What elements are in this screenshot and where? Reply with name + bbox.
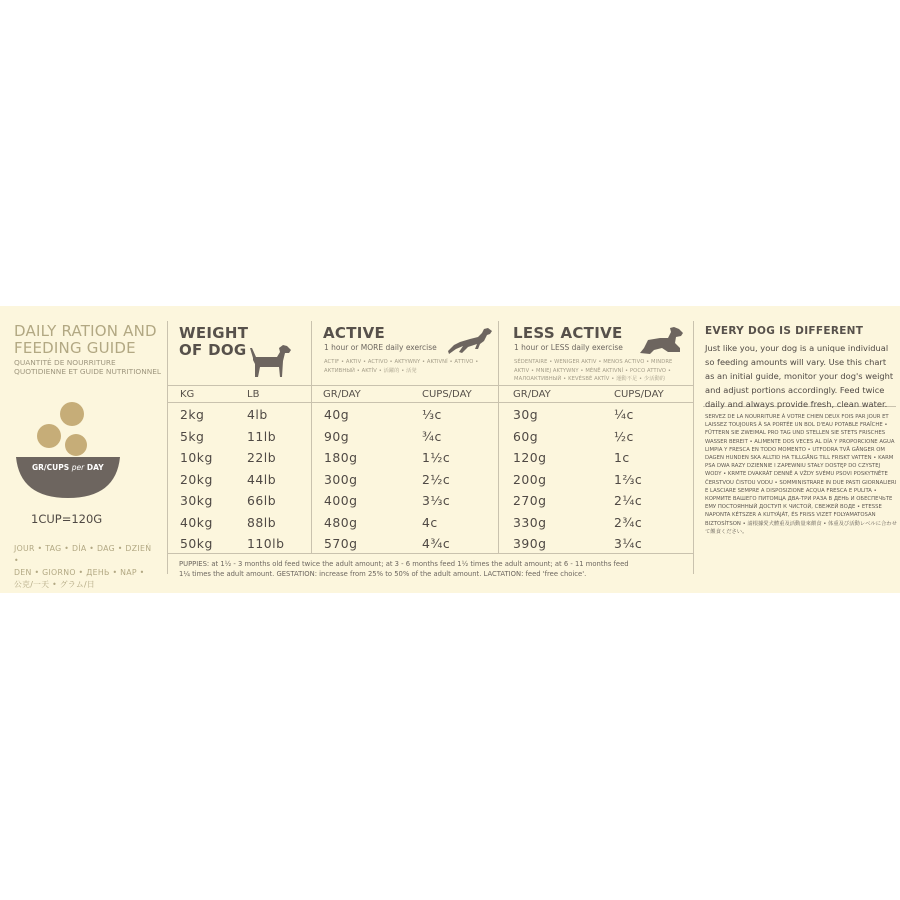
title-line-1: DAILY RATION AND	[14, 322, 157, 340]
subtitle-line-2: QUOTIDIENNE ET GUIDE NUTRITIONNEL	[14, 367, 162, 376]
lying-dog-icon	[638, 326, 684, 356]
translation-line: AKTIV • MNIEJ AKTYWNY • MÉNĚ AKTIVNÍ • POCO ATTIVO •	[514, 367, 671, 374]
translation-line: АКТИВНЫЙ • AKTÍV • 活躍的 • 活発	[324, 367, 417, 374]
table-cell: ¼c	[614, 407, 634, 422]
bowl-label: GR/CUPS per DAY	[32, 463, 104, 472]
every-dog-multilingual: SERVEZ DE LA NOURRITURE À VOTRE CHIEN DEUX FOIS PAR JOUR ET LAISSEZ TOUJOURS À SA PORTÉE UN BOL D'EAU POTABLE FRAÎCHE • FÜTTERN SIE ZWEIMAL PRO TAG UND STELLEN SIE STETS FRISCHES WASSER BEREIT • ALIMENTE DOS VECES AL DÍA Y PROPORCIONE AGUA LIMPIA Y FRESCA EN TODO MOMENTO • UTFODRA TVÅ GÅNGER OM DAGEN HUNDEN SKA ALLTID HA TILLGÅNG TILL FRISKT VATTEN • KARM PSA DWA RAZY DZIENNIE I ZAPEWNIU STAŁY DOSTĘP DO CZYSTEJ WODY • KRMTE DVAKRÁT DENNĚ A VŽDY SVÉMU PSOVI POSKYTNĚTE ČERSTVOU ČISTOU VODU • SOMMINISTRARE IN DUE PASTI GIORNALIERI E LASCIARE SEMPRE A DISPOSIZIONE ACQUA FRESCA E PULITA • КОРМИТЕ ВАШЕГО ПИТОМЦА ДВА-ТРИ РАЗА В ДЕНЬ И ОБЕСПЕЧЬТЕ ЕМУ ПОСТОЯННЫЙ ДОСТУП К ЧИСТОЙ, СВЕЖЕЙ ВОДЕ • ETESSE NAPONTA KÉTSZER A KUTYÁJÁT, ÉS FRISS VIZET FOLYAMATOSAN BIZTOSÍTSON • 請根據愛犬體重及活動量來餵食 • 体重及び活動レベルに合わせて餵食ください。	[705, 414, 897, 535]
divider	[167, 321, 168, 574]
table-cell: 66lb	[247, 493, 277, 508]
weight-heading-line: OF DOG	[179, 341, 247, 359]
divider	[693, 321, 694, 574]
table-cell: 44lb	[247, 471, 277, 487]
table-cell: 200g	[513, 471, 547, 487]
less-active-subtitle: 1 hour or LESS daily exercise	[514, 343, 623, 352]
translation-line: SÉDENTAIRE • WENIGER AKTIV • MENOS ACTIVO • MINDRE	[514, 359, 673, 365]
kg-column	[180, 407, 213, 558]
table-cell: 5kg	[180, 428, 205, 444]
table-cell: 1½c	[422, 450, 451, 465]
table-cell: 22lb	[247, 450, 277, 465]
col-kg: KG	[180, 389, 195, 400]
col-active-cups: CUPS/DAY	[422, 389, 472, 400]
active-cups-column	[422, 407, 450, 558]
table-cell: 4lb	[247, 407, 268, 422]
table-cell: 2kg	[180, 407, 205, 422]
table-cell: 570g	[324, 536, 358, 551]
active-heading: ACTIVE	[323, 324, 386, 342]
standing-dog-icon	[247, 344, 295, 380]
divider	[311, 321, 312, 553]
active-subtitle: 1 hour or MORE daily exercise	[324, 343, 437, 352]
kibble-icon	[37, 424, 61, 448]
footnote-line: PUPPIES: at 1½ - 3 months old feed twice the adult amount; at 3 - 6 months feed 1½ times the adult amount; at 6 - 11 months feed	[179, 560, 629, 568]
kibble-icon	[65, 434, 87, 456]
table-cell: 2¾c	[614, 514, 643, 530]
less-active-translations	[514, 358, 692, 384]
col-less-cups: CUPS/DAY	[614, 389, 664, 400]
table-cell: 1⅔c	[614, 471, 643, 487]
per-day-line: DEN • GIORNO • ДЕНЬ • NAP •	[14, 568, 145, 577]
table-cell: 20kg	[180, 471, 213, 487]
table-cell: 30g	[513, 407, 539, 422]
weight-of-dog-heading	[179, 325, 248, 359]
table-cell: 11lb	[247, 428, 277, 444]
table-cell: 1c	[614, 450, 630, 465]
table-cell: 3⅓c	[422, 493, 451, 508]
table-cell: 480g	[324, 514, 358, 530]
table-cell: 180g	[324, 450, 358, 465]
col-active-gr: GR/DAY	[323, 389, 361, 400]
table-cell: 10kg	[180, 450, 213, 465]
table-cell: 2¼c	[614, 493, 643, 508]
less-cups-column	[614, 407, 642, 558]
table-cell: 4c	[422, 514, 438, 530]
table-cell: 60g	[513, 428, 539, 444]
divider	[168, 402, 693, 403]
footnote-line: 1¼ times the adult amount. GESTATION: increase from 25% to 50% of the adult amount. LACTATION: feed 'free choice'.	[179, 570, 587, 578]
subtitle-line-1: QUANTITÉ DE NOURRITURE	[14, 358, 116, 367]
weight-heading-line: WEIGHT	[179, 324, 249, 342]
col-lb: LB	[247, 389, 260, 400]
running-dog-icon	[446, 325, 494, 357]
col-less-gr: GR/DAY	[513, 389, 551, 400]
per-day-line: JOUR • TAG • DÍA • DAG • DZIEŃ •	[14, 544, 152, 565]
active-gr-column	[324, 407, 358, 558]
table-cell: ½c	[614, 428, 634, 444]
divider	[498, 321, 499, 553]
table-cell: 40kg	[180, 514, 213, 530]
table-cell: 88lb	[247, 514, 277, 530]
cup-equivalence: 1CUP=120G	[31, 512, 103, 526]
table-cell: ⅓c	[422, 407, 442, 422]
less-active-heading: LESS ACTIVE	[513, 324, 623, 342]
food-bowl-icon	[16, 400, 124, 500]
table-cell: 330g	[513, 514, 547, 530]
translation-line: ACTIF • AKTIV • ACTIVO • AKTYWNY • AKTIVNÍ • ATTIVO •	[324, 359, 479, 365]
lb-column	[247, 407, 284, 558]
table-cell: 3¼c	[614, 536, 643, 551]
every-dog-heading: EVERY DOG IS DIFFERENT	[705, 325, 864, 337]
table-cell: 110lb	[247, 536, 285, 551]
table-cell: 50kg	[180, 536, 213, 551]
table-cell: ¾c	[422, 428, 442, 444]
table-cell: 400g	[324, 493, 358, 508]
table-cell: 30kg	[180, 493, 213, 508]
table-cell: 120g	[513, 450, 547, 465]
table-cell: 390g	[513, 536, 547, 551]
feeding-guide-label	[0, 306, 900, 593]
table-cell: 300g	[324, 471, 358, 487]
per-day-line: 公克/一天 • グラム/日	[14, 580, 96, 589]
table-cell: 2½c	[422, 471, 451, 487]
every-dog-english: Just like you, your dog is a unique individual so feeding amounts will vary. Use this chart as an initial guide, monitor your dog's weight and adjust portions accordingly. Feed twice daily and always provide fresh, clean water.	[705, 343, 894, 409]
puppies-footnote	[179, 559, 679, 579]
less-gr-column	[513, 407, 547, 558]
kibble-icon	[60, 402, 84, 426]
divider	[168, 385, 693, 386]
title-line-2: FEEDING GUIDE	[14, 339, 136, 357]
per-day-translations	[14, 543, 154, 591]
active-translations	[324, 358, 494, 375]
feeding-guide-title	[14, 323, 157, 357]
table-cell: 40g	[324, 407, 350, 422]
feeding-guide-subtitle-fr	[14, 358, 161, 376]
table-cell: 270g	[513, 493, 547, 508]
translation-line: МАЛОАКТИВНЫЙ • KEVÉSBÉ AKTÍV • 運動不足 • 少活動的	[514, 376, 666, 383]
table-cell: 90g	[324, 428, 350, 444]
table-cell: 4¾c	[422, 536, 451, 551]
